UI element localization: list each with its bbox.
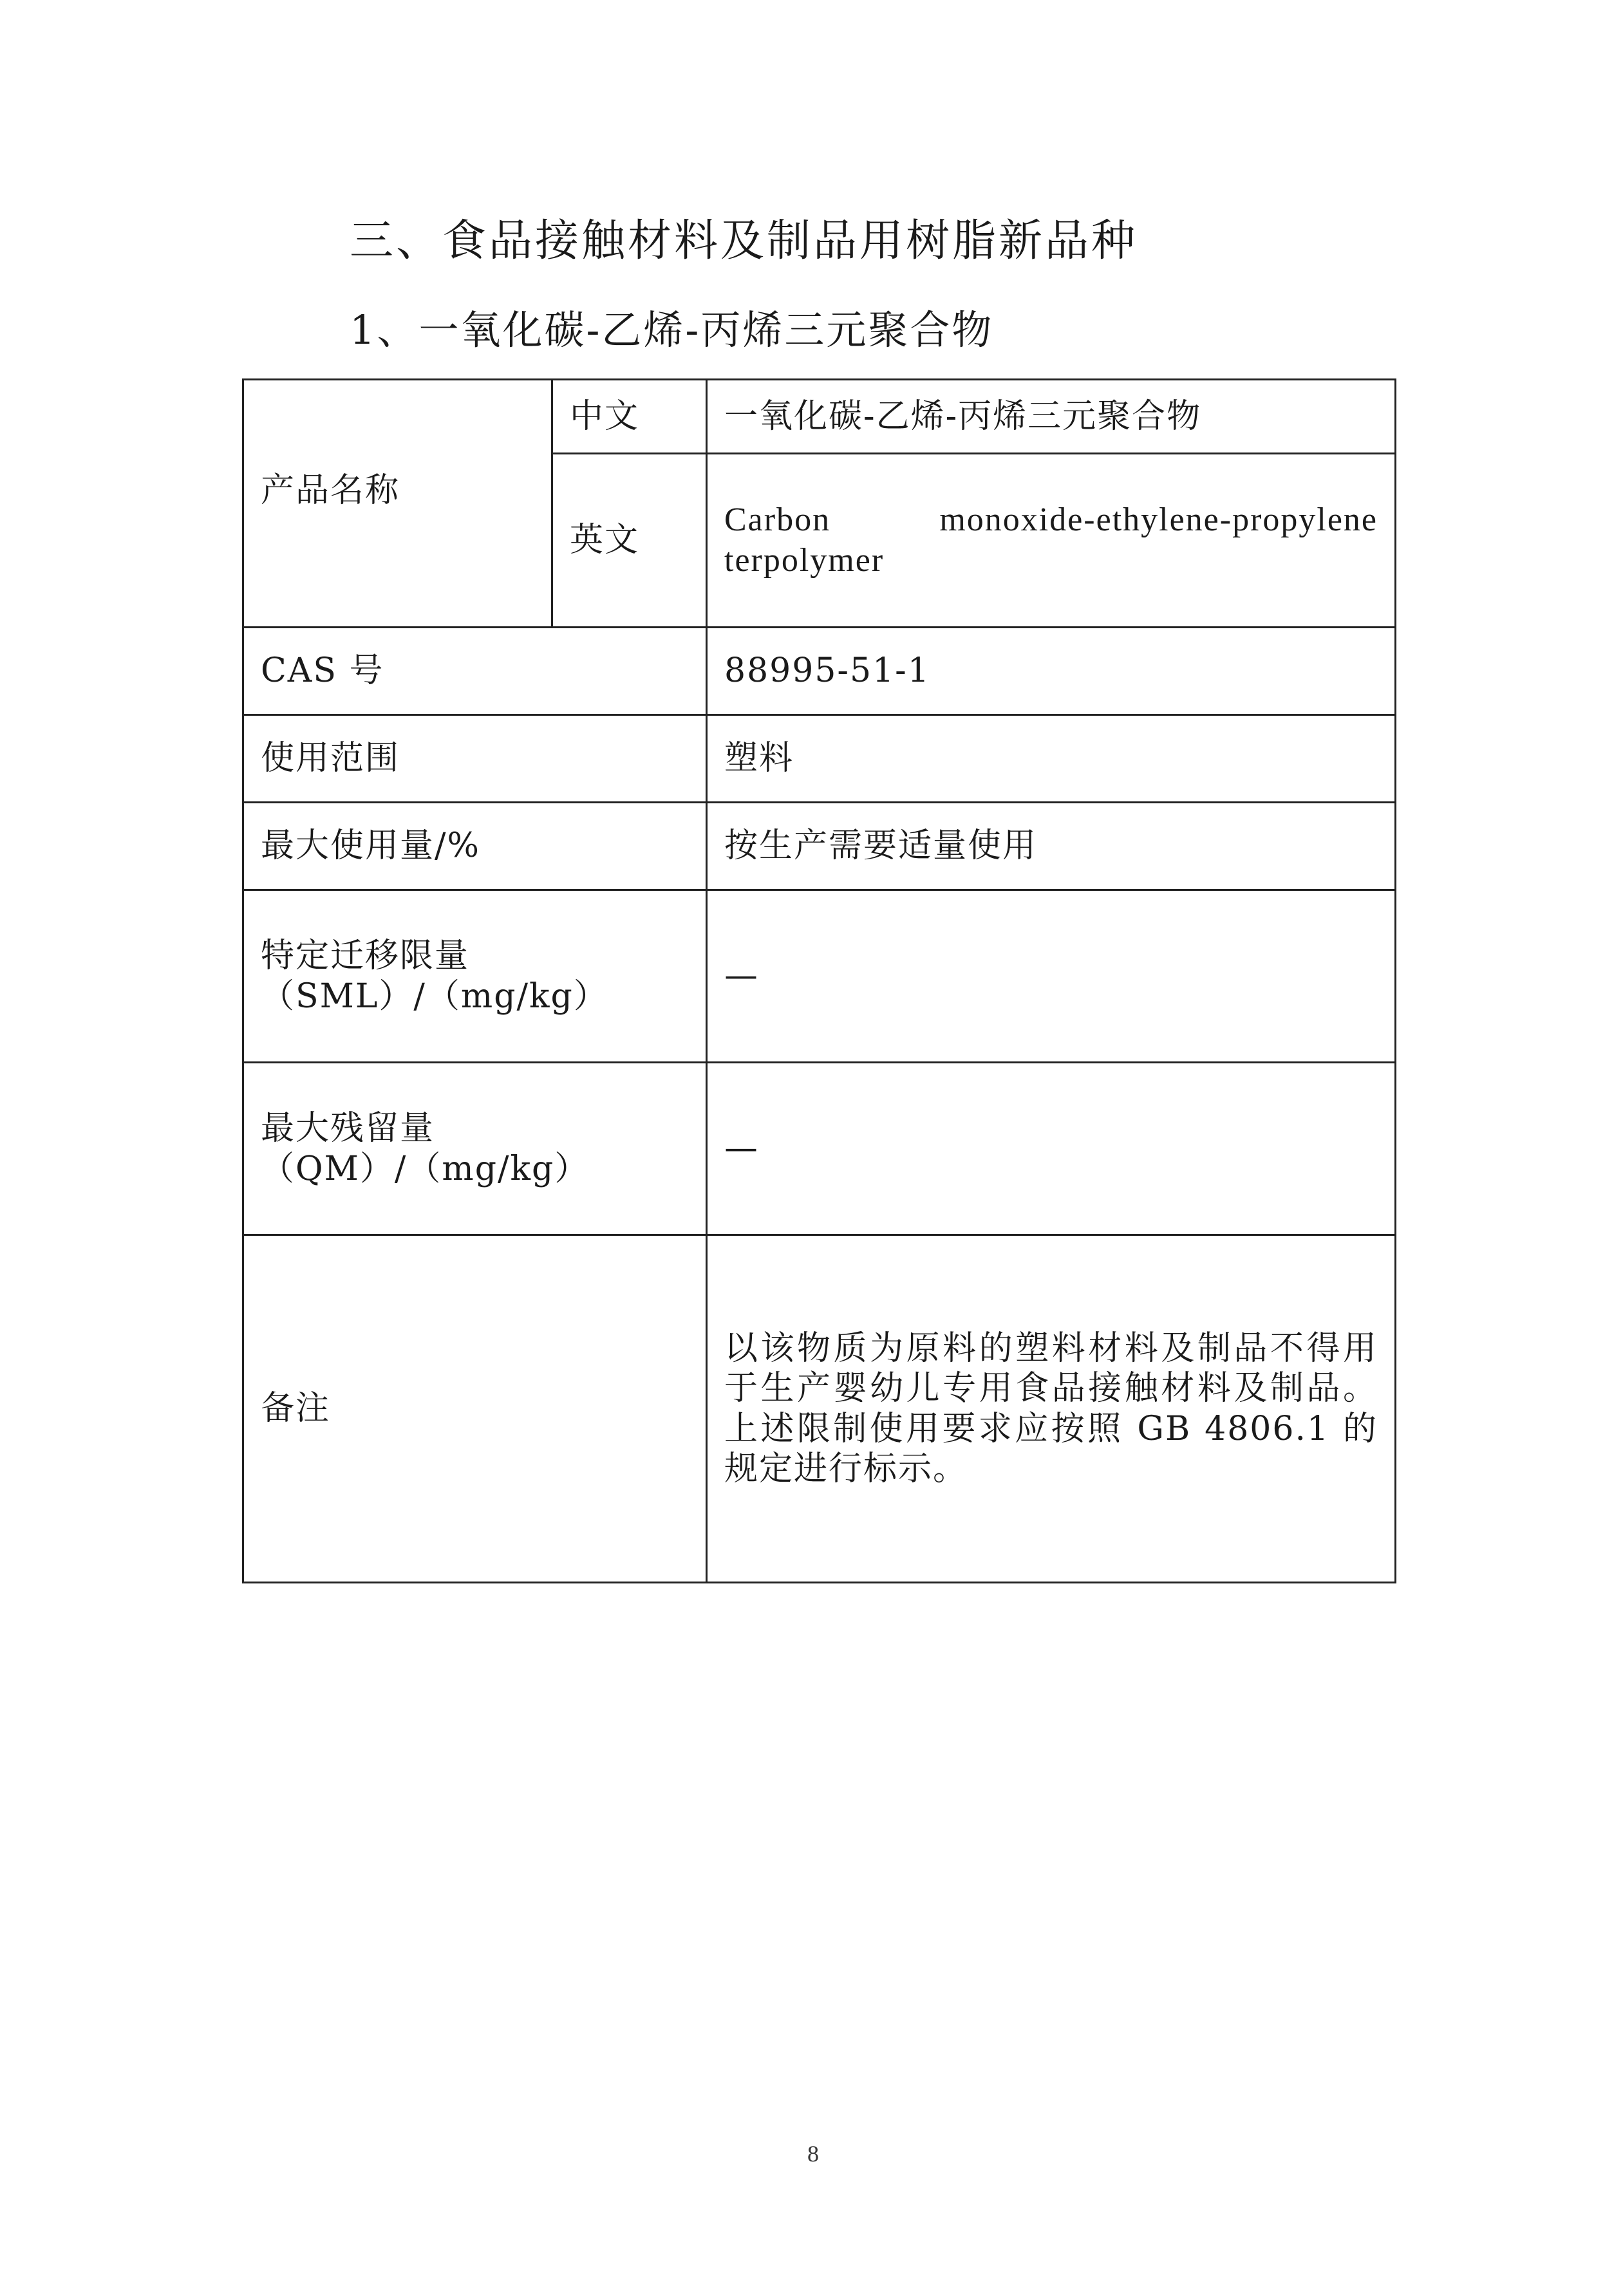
table-row bbox=[243, 715, 1396, 803]
table-row bbox=[243, 628, 1396, 715]
english-name-part3: terpolymer bbox=[724, 541, 885, 579]
table-row bbox=[243, 803, 1396, 890]
max-usage-label: 最大使用量/% bbox=[243, 803, 707, 890]
page-number: 8 bbox=[807, 2141, 819, 2167]
max-usage-value: 按生产需要适量使用 bbox=[707, 803, 1396, 890]
english-name-value bbox=[707, 454, 1396, 628]
table-row bbox=[243, 1235, 1396, 1583]
qm-value: — bbox=[707, 1063, 1396, 1235]
notes-value: 以该物质为原料的塑料材料及制品不得用于生产婴幼儿专用食品接触材料及制品。上述限制使用要求应按照 GB 4806.1 的规定进行标示。 bbox=[707, 1235, 1396, 1583]
qm-label-line2: （QM）/（mg/kg） bbox=[261, 1149, 590, 1188]
scope-label: 使用范围 bbox=[243, 715, 707, 803]
english-label: 英文 bbox=[552, 454, 707, 628]
scope-value: 塑料 bbox=[707, 715, 1396, 803]
cas-label: CAS 号 bbox=[243, 628, 707, 715]
sml-label bbox=[243, 890, 707, 1063]
sml-value: — bbox=[707, 890, 1396, 1063]
notes-label: 备注 bbox=[243, 1235, 707, 1583]
chinese-name-value: 一氧化碳-乙烯-丙烯三元聚合物 bbox=[707, 380, 1396, 454]
specification-table bbox=[242, 378, 1396, 1583]
product-name-label: 产品名称 bbox=[243, 380, 552, 628]
table-row bbox=[243, 890, 1396, 1063]
qm-label-line1: 最大残留量 bbox=[261, 1109, 435, 1148]
section-title: 三、食品接触材料及制品用树脂新品种 bbox=[350, 216, 1138, 266]
table-row bbox=[243, 380, 1396, 454]
item-title: 1、一氧化碳-乙烯-丙烯三元聚合物 bbox=[350, 306, 994, 353]
sml-label-line1: 特定迁移限量 bbox=[261, 937, 470, 976]
qm-label bbox=[243, 1063, 707, 1235]
english-name-part2: monoxide-ethylene-propylene bbox=[939, 501, 1378, 539]
english-name-part1: Carbon bbox=[724, 501, 831, 539]
cas-value: 88995-51-1 bbox=[707, 628, 1396, 715]
table-row bbox=[243, 1063, 1396, 1235]
chinese-label: 中文 bbox=[552, 380, 707, 454]
sml-label-line2: （SML）/（mg/kg） bbox=[261, 976, 608, 1016]
